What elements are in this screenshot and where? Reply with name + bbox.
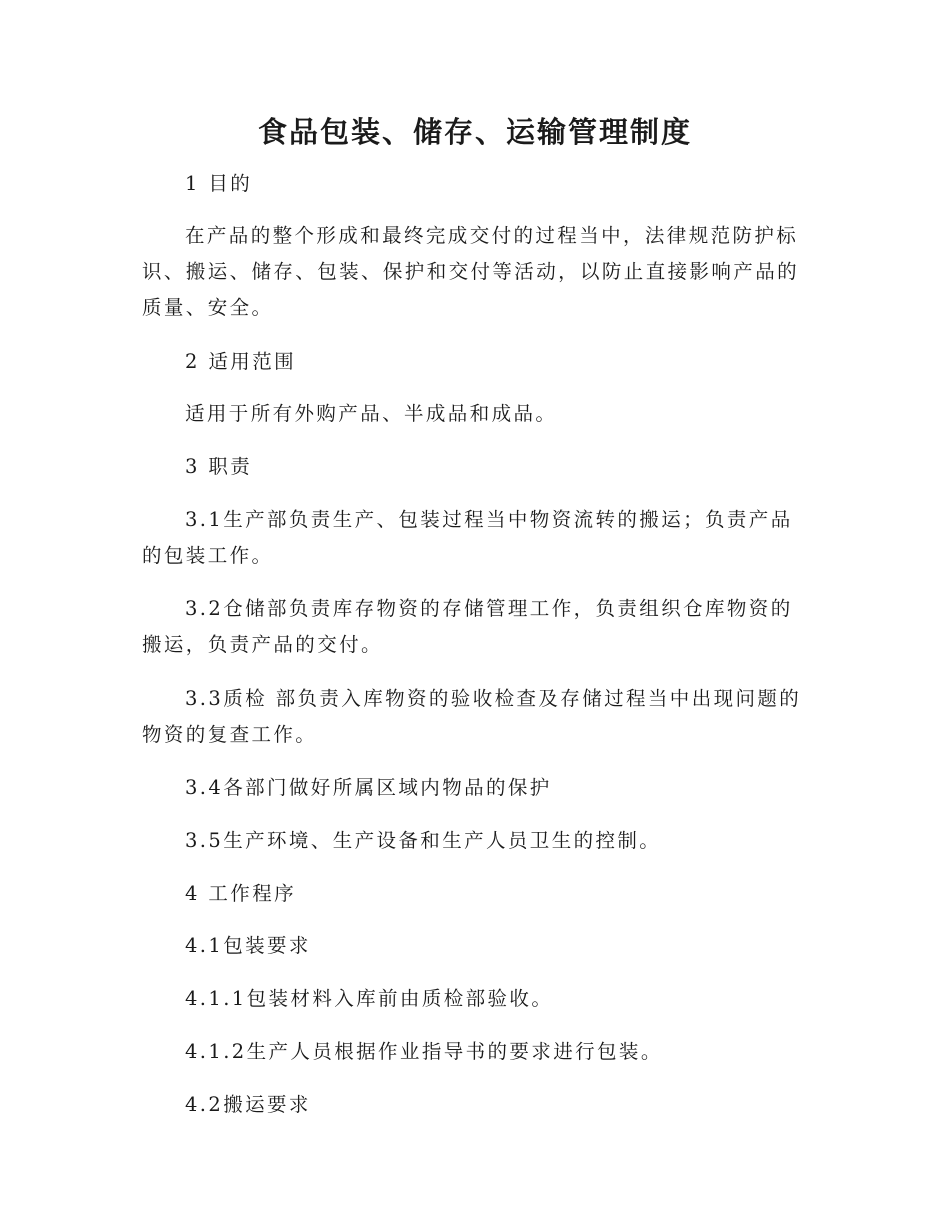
paragraph-3-3: 3.3质检 部负责入库物资的验收检查及存储过程当中出现问题的物资的复查工作。 bbox=[142, 687, 802, 746]
paragraph-purpose: 在产品的整个形成和最终完成交付的过程当中，法律规范防护标识、搬运、储存、包装、保护和交付等活动，以防止直接影响产品的质量、安全。 bbox=[142, 224, 800, 319]
paragraph-4-1: 4.1包装要求 bbox=[185, 934, 311, 957]
paragraph-4-1-1: 4.1.1包装材料入库前由质检部验收。 bbox=[185, 987, 554, 1010]
paragraph-3-2: 3.2仓储部负责库存物资的存储管理工作，负责组织仓库物资的搬运，负责产品的交付。 bbox=[142, 597, 793, 656]
paragraph-3-1: 3.1生产部负责生产、包装过程当中物资流转的搬运；负责产品的包装工作。 bbox=[142, 508, 793, 567]
document-title: 食品包装、储存、运输管理制度 bbox=[257, 115, 692, 149]
paragraph-3-4: 3.4各部门做好所属区域内物品的保护 bbox=[185, 776, 552, 799]
paragraph-scope: 适用于所有外购产品、半成品和成品。 bbox=[185, 402, 558, 425]
paragraph-4-2: 4.2搬运要求 bbox=[185, 1093, 311, 1116]
section-heading-responsibilities: 3 职责 bbox=[185, 455, 253, 478]
paragraph-4-1-2: 4.1.2生产人员根据作业指导书的要求进行包装。 bbox=[185, 1040, 663, 1063]
section-heading-procedure: 4 工作程序 bbox=[185, 882, 297, 905]
paragraph-3-5: 3.5生产环境、生产设备和生产人员卫生的控制。 bbox=[185, 829, 662, 852]
section-heading-scope: 2 适用范围 bbox=[185, 350, 297, 373]
section-heading-purpose: 1 目的 bbox=[185, 172, 253, 195]
